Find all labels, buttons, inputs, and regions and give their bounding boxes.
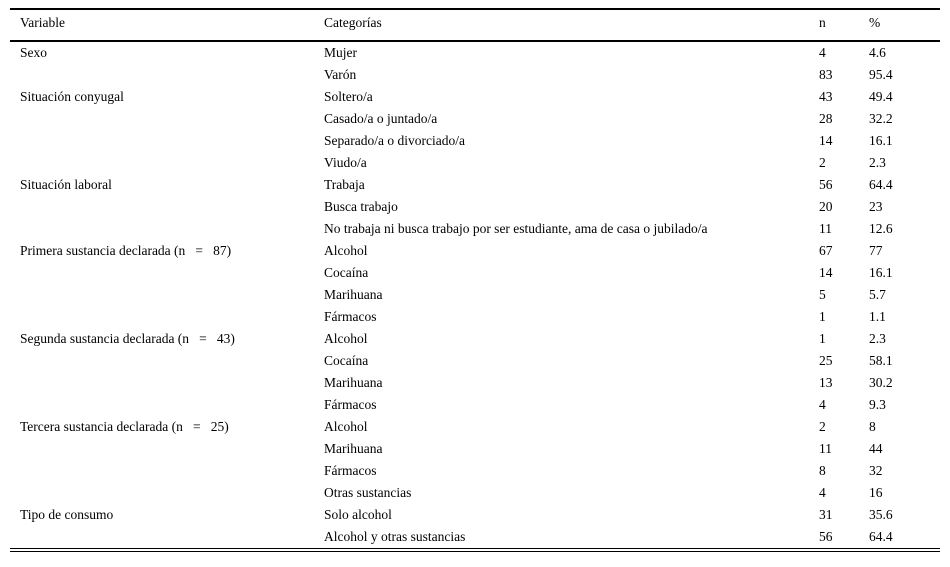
n-cell: 2 (819, 155, 826, 170)
n-cell: 14 (819, 133, 833, 148)
category-cell: Marihuana (324, 375, 383, 390)
variable-cell (10, 394, 320, 416)
table-row (10, 108, 940, 130)
variable-cell: Tercera sustancia declarada (n = 25) (20, 419, 229, 434)
table-row (10, 526, 940, 550)
table-row (10, 64, 940, 86)
variable-cell: Situación conyugal (20, 89, 124, 104)
category-cell: Fármacos (324, 397, 377, 412)
percent-cell: 32 (869, 463, 883, 478)
category-cell: Marihuana (324, 441, 383, 456)
variable-cell (10, 306, 320, 328)
percent-cell: 16.1 (869, 133, 893, 148)
demographics-table (10, 8, 940, 552)
n-cell: 28 (819, 111, 833, 126)
n-cell: 2 (819, 419, 826, 434)
n-cell: 11 (819, 441, 832, 456)
n-cell: 13 (819, 375, 833, 390)
table-row (10, 460, 940, 482)
percent-cell: 58.1 (869, 353, 893, 368)
percent-cell: 4.6 (869, 45, 886, 60)
n-cell: 11 (819, 221, 832, 236)
table-header (10, 9, 940, 41)
percent-cell: 9.3 (869, 397, 886, 412)
category-cell: Otras sustancias (324, 485, 412, 500)
table-row (10, 41, 940, 64)
n-cell: 31 (819, 507, 833, 522)
n-cell: 56 (819, 529, 833, 544)
n-cell: 4 (819, 397, 826, 412)
table-row (10, 328, 940, 350)
percent-cell: 49.4 (869, 89, 893, 104)
category-cell: Cocaína (324, 353, 369, 368)
table-row (10, 284, 940, 306)
table-row (10, 438, 940, 460)
table-body (10, 41, 940, 550)
category-cell: Mujer (324, 45, 357, 60)
variable-cell (10, 482, 320, 504)
n-cell: 20 (819, 199, 833, 214)
n-cell: 4 (819, 485, 826, 500)
variable-cell (10, 130, 320, 152)
category-cell: Fármacos (324, 309, 377, 324)
category-cell: Marihuana (324, 287, 383, 302)
variable-cell (10, 152, 320, 174)
variable-cell (10, 64, 320, 86)
percent-cell: 35.6 (869, 507, 893, 522)
category-cell: Soltero/a (324, 89, 373, 104)
variable-cell (10, 350, 320, 372)
variable-cell: Primera sustancia declarada (n = 87) (20, 243, 232, 258)
n-cell: 8 (819, 463, 826, 478)
category-cell: Separado/a o divorciado/a (324, 133, 465, 148)
percent-cell: 64.4 (869, 177, 893, 192)
category-cell: Viudo/a (324, 155, 367, 170)
category-cell: Fármacos (324, 463, 377, 478)
percent-cell: 23 (869, 199, 883, 214)
table-row (10, 174, 940, 196)
table-row (10, 218, 940, 240)
n-cell: 4 (819, 45, 826, 60)
n-cell: 56 (819, 177, 833, 192)
variable-cell: Tipo de consumo (20, 507, 114, 522)
category-cell: Alcohol (324, 243, 368, 258)
n-cell: 14 (819, 265, 833, 280)
percent-cell: 16 (869, 485, 883, 500)
percent-cell: 77 (869, 243, 883, 258)
table-row (10, 504, 940, 526)
percent-cell: 95.4 (869, 67, 893, 82)
n-cell: 43 (819, 89, 833, 104)
variable-cell (10, 526, 320, 550)
percent-cell: 12.6 (869, 221, 893, 236)
category-cell: No trabaja ni busca trabajo por ser estudiante, ama de casa o jubilado/a (324, 221, 708, 236)
header-row (10, 9, 940, 41)
table-row (10, 240, 940, 262)
percent-cell: 32.2 (869, 111, 893, 126)
header-categories: Categorías (320, 9, 815, 41)
variable-cell (10, 438, 320, 460)
category-cell: Trabaja (324, 177, 365, 192)
table-row (10, 152, 940, 174)
category-cell: Varón (324, 67, 357, 82)
table-row (10, 482, 940, 504)
variable-cell (10, 108, 320, 130)
table-row (10, 416, 940, 438)
n-cell: 67 (819, 243, 833, 258)
variable-cell (10, 218, 320, 240)
percent-cell: 64.4 (869, 529, 893, 544)
variable-cell (10, 460, 320, 482)
category-cell: Cocaína (324, 265, 369, 280)
table-row (10, 86, 940, 108)
table-row (10, 350, 940, 372)
percent-cell: 30.2 (869, 375, 893, 390)
category-cell: Alcohol y otras sustancias (324, 529, 466, 544)
category-cell: Casado/a o juntado/a (324, 111, 438, 126)
percent-cell: 5.7 (869, 287, 886, 302)
category-cell: Alcohol (324, 419, 368, 434)
variable-cell (10, 196, 320, 218)
table-row (10, 262, 940, 284)
n-cell: 1 (819, 309, 826, 324)
header-variable: Variable (10, 9, 320, 41)
n-cell: 83 (819, 67, 833, 82)
category-cell: Alcohol (324, 331, 368, 346)
table-row (10, 394, 940, 416)
percent-cell: 8 (869, 419, 876, 434)
header-n: n (815, 9, 865, 41)
percent-cell: 1.1 (869, 309, 886, 324)
table-row (10, 130, 940, 152)
n-cell: 25 (819, 353, 833, 368)
table-row (10, 306, 940, 328)
header-percent: % (865, 9, 940, 41)
n-cell: 1 (819, 331, 826, 346)
variable-cell (10, 284, 320, 306)
category-cell: Busca trabajo (324, 199, 398, 214)
variable-cell: Segunda sustancia declarada (n = 43) (20, 331, 235, 346)
variable-cell (10, 262, 320, 284)
table-row (10, 372, 940, 394)
percent-cell: 2.3 (869, 331, 886, 346)
percent-cell: 2.3 (869, 155, 886, 170)
table-row (10, 196, 940, 218)
variable-cell: Sexo (20, 45, 47, 60)
variable-cell: Situación laboral (20, 177, 112, 192)
n-cell: 5 (819, 287, 826, 302)
category-cell: Solo alcohol (324, 507, 392, 522)
percent-cell: 44 (869, 441, 883, 456)
percent-cell: 16.1 (869, 265, 893, 280)
variable-cell (10, 372, 320, 394)
